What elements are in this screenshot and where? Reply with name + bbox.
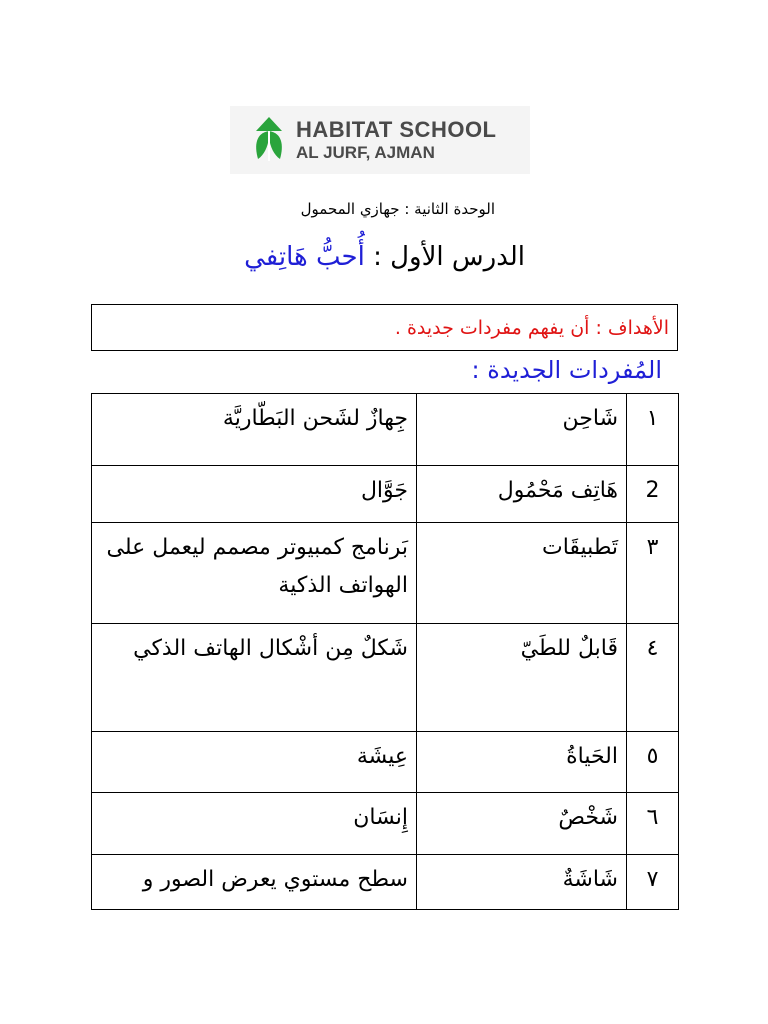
table-row [92, 793, 679, 855]
row-number: ٧ [627, 855, 679, 910]
lesson-prefix: الدرس الأول : [373, 242, 525, 272]
vocab-word: الحَياةُ [417, 732, 627, 793]
goals-text: الأهداف : أن يفهم مفردات جديدة . [394, 316, 669, 339]
vocab-word: شَاشَةٌ [417, 855, 627, 910]
table-row [92, 466, 679, 523]
vocab-meaning: جَوَّال [92, 466, 417, 523]
lesson-heading [0, 242, 525, 272]
table-row [92, 855, 679, 910]
table-row [92, 732, 679, 793]
table-row [92, 523, 679, 624]
school-logo [230, 106, 530, 174]
vocab-meaning: إِنسَان [92, 793, 417, 855]
goals-box [91, 304, 678, 351]
leaf-book-icon [252, 115, 286, 165]
vocab-title: المُفردات الجديدة : [471, 356, 662, 384]
row-number: ٤ [627, 624, 679, 732]
row-number: ١ [627, 394, 679, 466]
vocab-word: شَخْصٌ [417, 793, 627, 855]
vocab-word: تَطبيقَات [417, 523, 627, 624]
table-row [92, 624, 679, 732]
vocab-table [91, 393, 679, 910]
vocab-meaning: بَرنامج كمبيوتر مصمم ليعمل على الهواتف الذكية [92, 523, 417, 624]
vocab-meaning: عِيشَة [92, 732, 417, 793]
logo-location: AL JURF, AJMAN [296, 143, 435, 162]
logo-text [296, 119, 497, 161]
row-number: ٥ [627, 732, 679, 793]
vocab-meaning: شَكلٌ مِن أشْكال الهاتف الذكي [92, 624, 417, 732]
row-number: 2 [627, 466, 679, 523]
lesson-title: أُحبُّ هَاتِفي [244, 242, 365, 272]
unit-title: الوحدة الثانية : جهازي المحمول [300, 200, 495, 218]
logo-school-name: HABITAT SCHOOL [296, 117, 497, 142]
table-row [92, 394, 679, 466]
row-number: ٣ [627, 523, 679, 624]
row-number: ٦ [627, 793, 679, 855]
vocab-word: قَابلٌ للطَيّ [417, 624, 627, 732]
vocab-word: شَاحِن [417, 394, 627, 466]
vocab-meaning: جِهازٌ لشَحن البَطّاريَّة [92, 394, 417, 466]
vocab-word: هَاتِف مَحْمُول [417, 466, 627, 523]
vocab-meaning: سطح مستوي يعرض الصور و [92, 855, 417, 910]
